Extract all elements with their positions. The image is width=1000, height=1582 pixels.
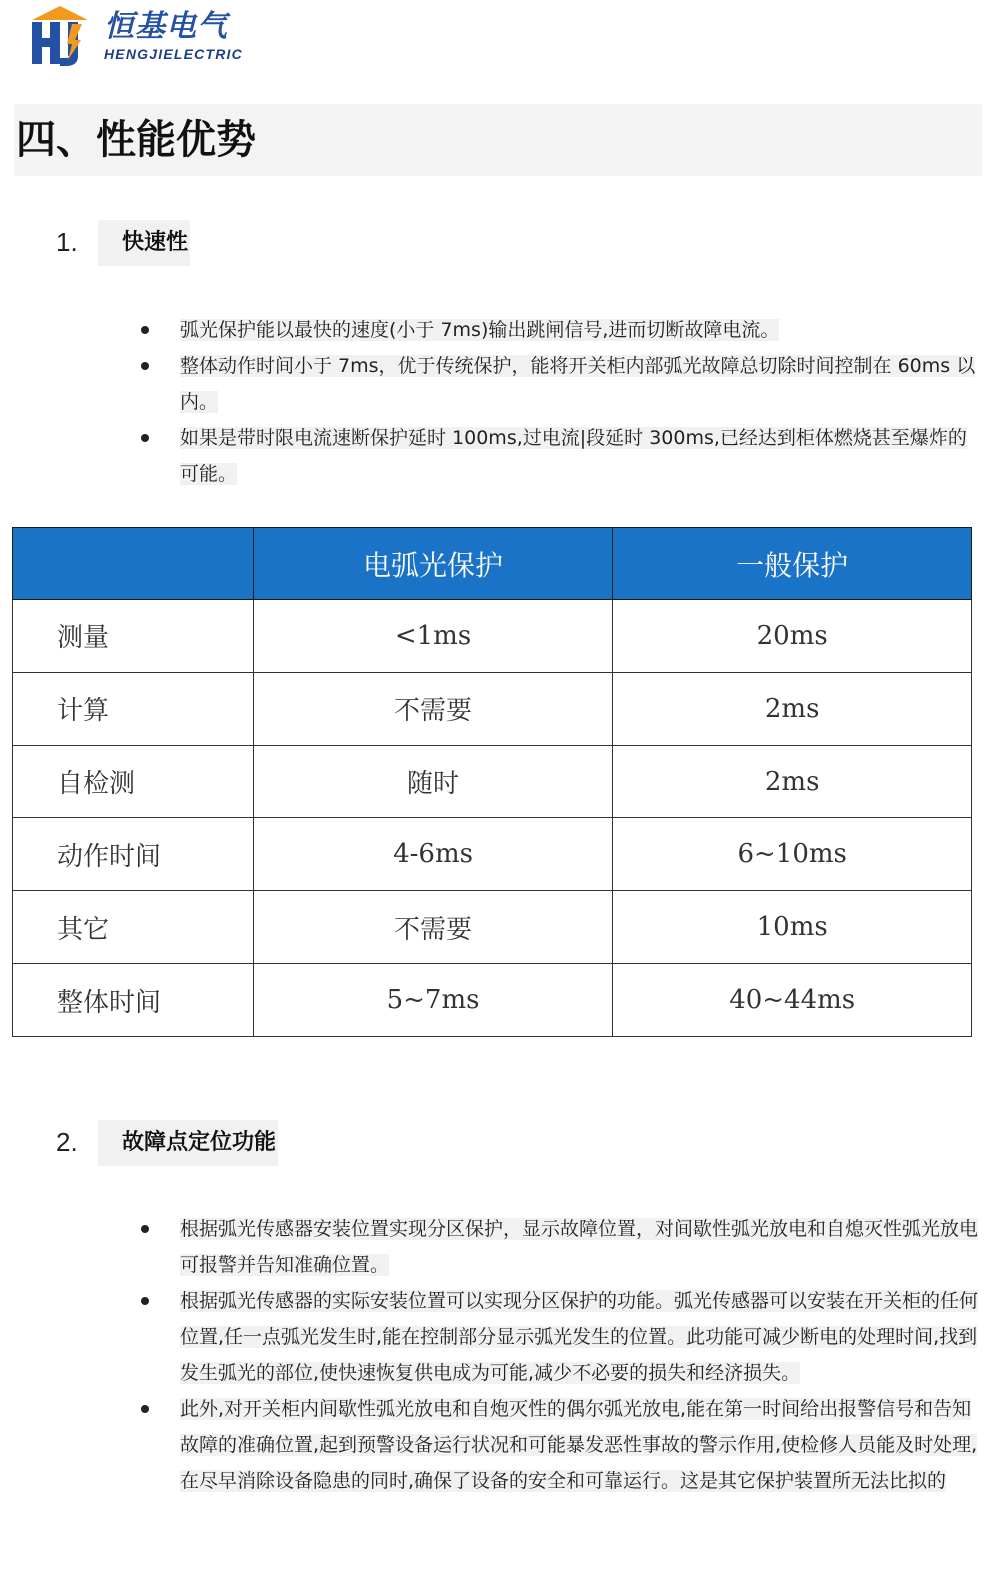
table-cell: 20ms — [613, 600, 972, 673]
speed-bullet-list — [140, 312, 982, 492]
subheading-title: 故障点定位功能 — [122, 1130, 277, 1155]
table-row-label: 其它 — [13, 891, 254, 964]
table-cell: 6~10ms — [613, 818, 972, 891]
hj-logo-mark-icon — [28, 4, 92, 68]
fault-location-bullet-list — [140, 1211, 982, 1499]
table-row — [13, 600, 972, 673]
list-item-text: 如果是带时限电流速断保护延时 100ms,过电流|段延时 300ms,已经达到柜体燃烧甚至爆炸的可能。 — [180, 427, 967, 485]
subheading-title: 快速性 — [122, 230, 189, 255]
list-item-text: 整体动作时间小于 7ms，优于传统保护，能将开关柜内部弧光故障总切除时间控制在 60ms 以内。 — [180, 355, 976, 413]
subheading-title-box — [98, 220, 190, 266]
table-header-row — [13, 528, 972, 600]
table-cell: 不需要 — [253, 672, 613, 745]
subheading-title-box — [98, 1120, 278, 1166]
subheading-number: 1. — [56, 227, 78, 257]
table-cell: <1ms — [253, 600, 613, 673]
table-row — [13, 964, 972, 1037]
logo-chinese-name: 恒基电气 — [104, 9, 228, 44]
table-row — [13, 745, 972, 818]
list-item — [140, 348, 982, 420]
table-cell: 40~44ms — [613, 964, 972, 1037]
list-item-text: 根据弧光传感器的实际安装位置可以实现分区保护的功能。弧光传感器可以安装在开关柜的任何位置,任一点弧光发生时,能在控制部分显示弧光发生的位置。此功能可减少断电的处理时间,找到发生弧光的部位,使快速恢复供电成为可能,减少不必要的损失和经济损失。 — [180, 1290, 979, 1384]
table-header-cell — [13, 528, 254, 600]
section-heading — [14, 104, 982, 176]
table-header-cell: 一般保护 — [613, 528, 972, 600]
table-row-label: 计算 — [13, 672, 254, 745]
table-cell: 随时 — [253, 745, 613, 818]
list-item — [140, 420, 982, 492]
table-row — [13, 818, 972, 891]
company-logo — [28, 4, 268, 70]
list-item — [140, 312, 982, 348]
list-item — [140, 1283, 982, 1391]
list-item — [140, 1211, 982, 1283]
list-item-text: 弧光保护能以最快的速度(小于 7ms)输出跳闸信号,进而切断故障电流。 — [180, 319, 780, 341]
table-cell: 2ms — [613, 745, 972, 818]
table-header-cell: 电弧光保护 — [253, 528, 613, 600]
table-cell: 5~7ms — [253, 964, 613, 1037]
table-row-label: 整体时间 — [13, 964, 254, 1037]
table-row-label: 动作时间 — [13, 818, 254, 891]
table-cell: 2ms — [613, 672, 972, 745]
list-item — [140, 1391, 982, 1499]
table-cell: 不需要 — [253, 891, 613, 964]
table-row-label: 测量 — [13, 600, 254, 673]
table-row — [13, 672, 972, 745]
list-item-text: 根据弧光传感器安装位置实现分区保护，显示故障位置，对间歇性弧光放电和自熄灭性弧光放电可报警并告知准确位置。 — [180, 1218, 979, 1276]
logo-english-name: HENGJIELECTRIC — [104, 46, 243, 62]
table-row-label: 自检测 — [13, 745, 254, 818]
table-cell: 4-6ms — [253, 818, 613, 891]
table-row — [13, 891, 972, 964]
comparison-table — [12, 527, 972, 1037]
subheading-number: 2. — [56, 1127, 78, 1157]
table-cell: 10ms — [613, 891, 972, 964]
list-item-text: 此外,对开关柜内间歇性弧光放电和自炮灭性的偶尔弧光放电,能在第一时间给出报警信号和告知故障的准确位置,起到预警设备运行状况和可能暴发恶性事故的警示作用,使检修人员能及时处理,在尽早消除设备隐患的同时,确保了设备的安全和可靠运行。这是其它保护装置所无法比拟的 — [180, 1398, 978, 1492]
section-title: 四、性能优势 — [16, 117, 256, 163]
